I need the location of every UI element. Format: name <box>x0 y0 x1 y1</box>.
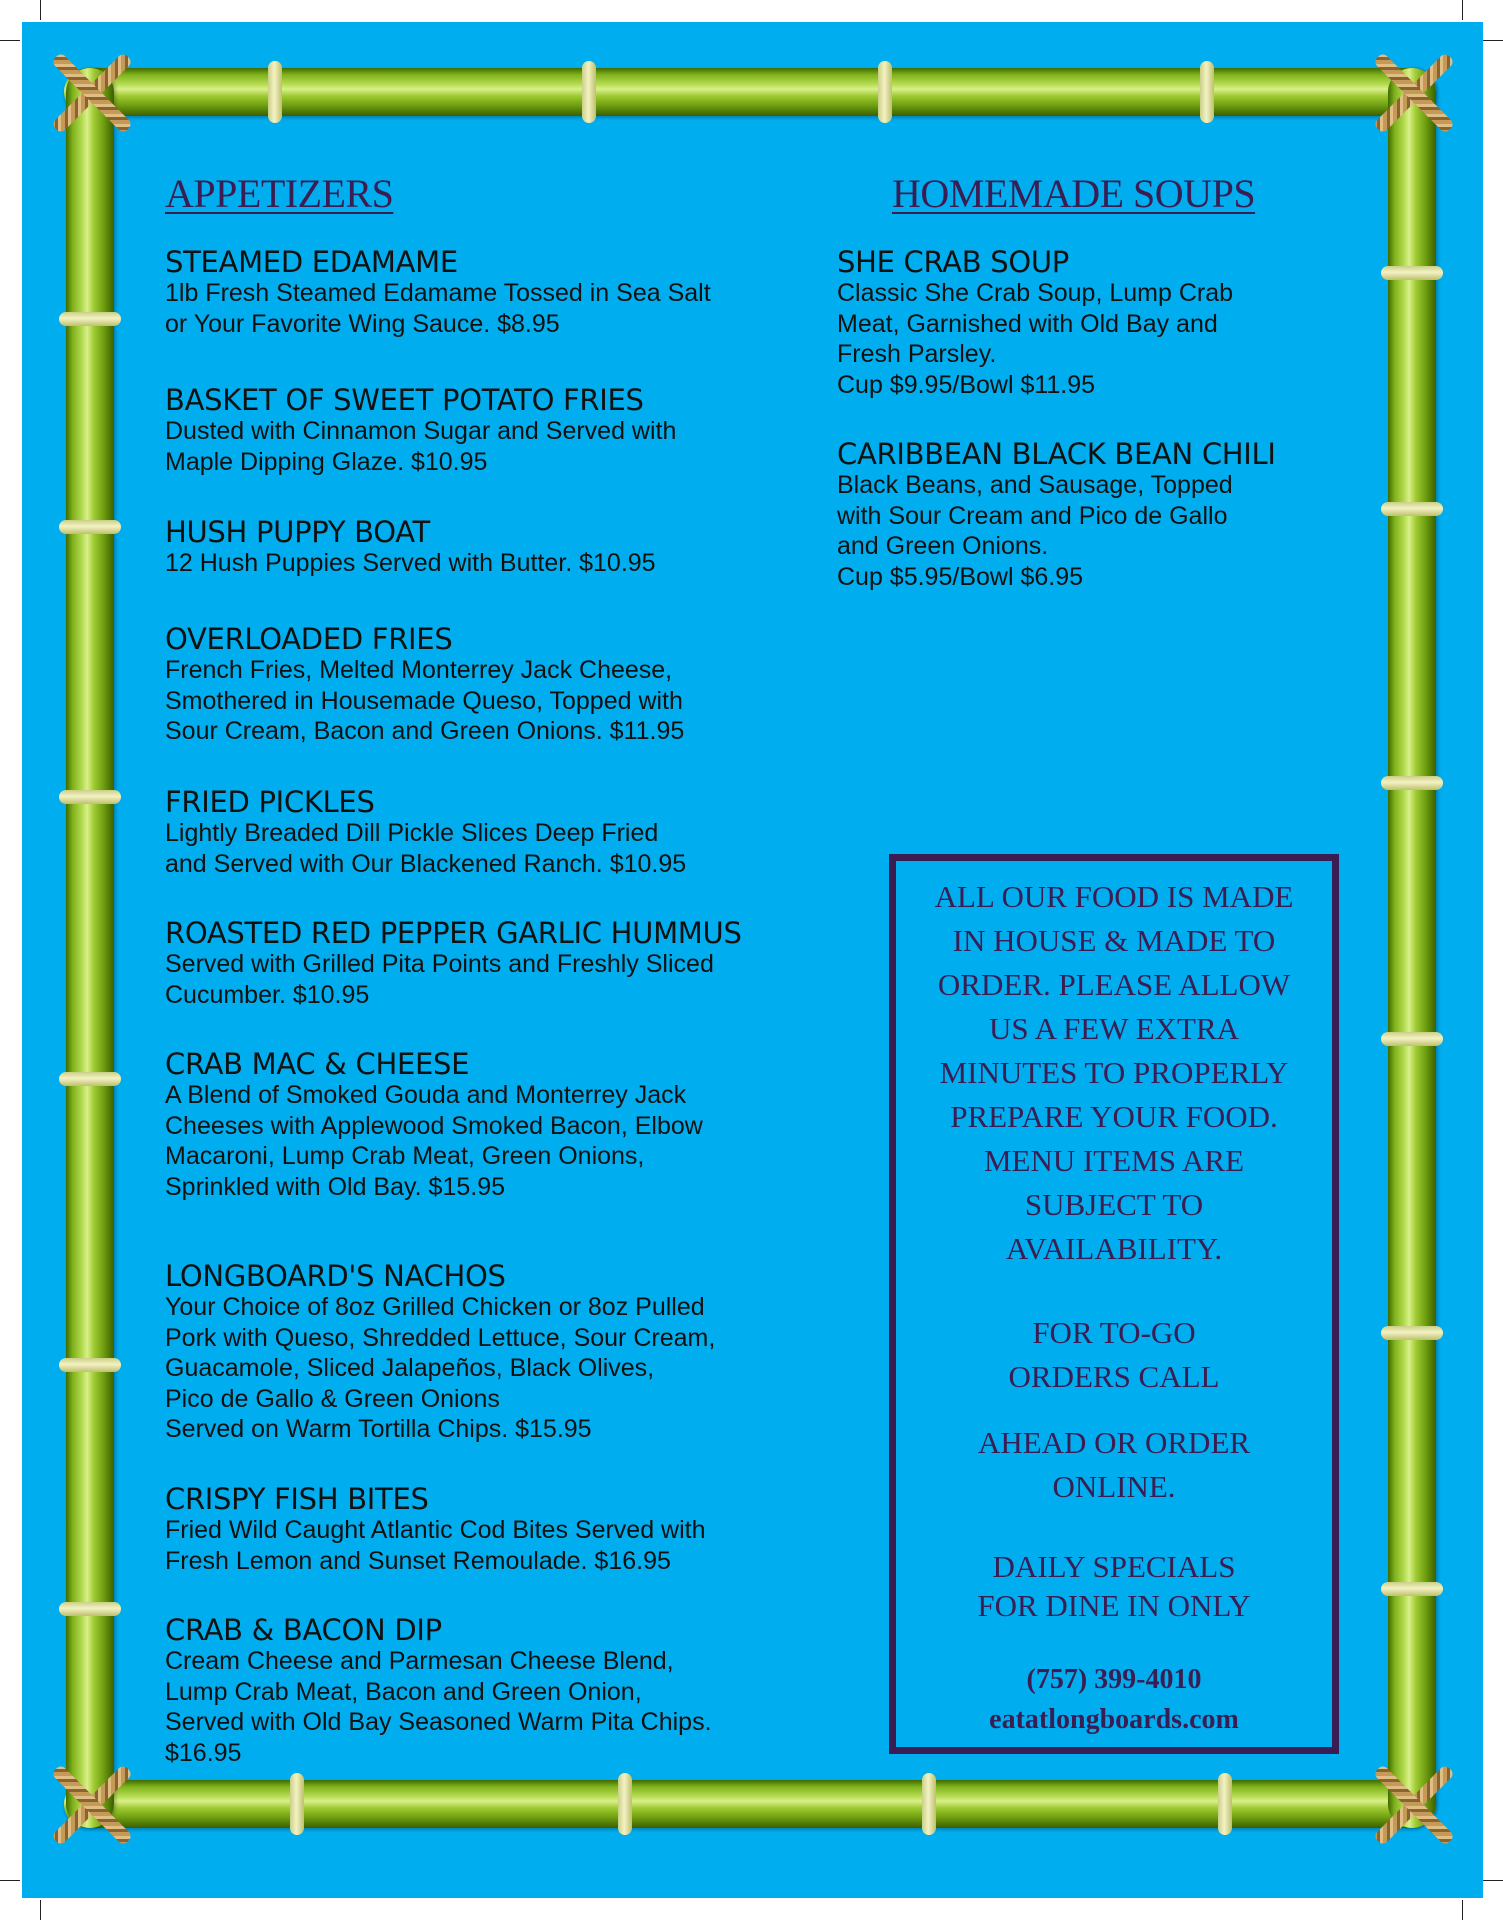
phone-number[interactable]: (757) 399-4010 <box>1026 1664 1202 1695</box>
bamboo-node <box>1381 1582 1443 1596</box>
bamboo-node <box>290 1773 304 1835</box>
notice-made-in-house: ALL OUR FOOD IS MADE IN HOUSE & MADE TO ORDER. PLEASE ALLOW US A FEW EXTRA MINUTES TO PROPERLY PREPARE YOUR FOOD. MENU ITEMS ARE SUBJECT TO AVAILABILITY. <box>934 879 1294 1266</box>
notice-box <box>889 854 1339 1754</box>
bamboo-node <box>1381 502 1443 516</box>
bamboo-node <box>582 61 596 123</box>
item-name: ROASTED RED PEPPER GARLIC HUMMUS <box>165 916 742 950</box>
soups-heading: HOMEMADE SOUPS <box>892 171 1256 216</box>
item-description: A Blend of Smoked Gouda and Monterrey Jack Cheeses with Applewood Smoked Bacon, Elbow Macaroni, Lump Crab Meat, Green Onions, Sprinkled with Old Bay. $15.95 <box>165 1081 703 1201</box>
crop-mark <box>40 1900 41 1920</box>
list-item <box>837 246 1233 400</box>
bamboo-node <box>1200 61 1214 123</box>
bamboo-node <box>618 1773 632 1835</box>
item-name: CRAB MAC & CHEESE <box>165 1047 470 1081</box>
list-item <box>165 384 676 477</box>
list-item <box>837 438 1276 592</box>
bamboo-node <box>1218 1773 1232 1835</box>
list-item <box>165 516 656 579</box>
list-item <box>165 1483 706 1576</box>
item-name: FRIED PICKLES <box>165 785 375 819</box>
crop-mark <box>1462 0 1463 20</box>
item-name: OVERLOADED FRIES <box>165 622 453 656</box>
crop-mark <box>0 1880 20 1881</box>
notice-to-go: FOR TO-GO ORDERS CALL <box>1008 1315 1220 1394</box>
menu-page <box>22 22 1483 1898</box>
appetizers-heading: APPETIZERS <box>165 171 394 216</box>
item-name: CRAB & BACON DIP <box>165 1613 442 1647</box>
bamboo-node <box>1381 1032 1443 1046</box>
item-description: Served with Grilled Pita Points and Freshly Sliced Cucumber. $10.95 <box>165 950 714 1009</box>
item-name: SHE CRAB SOUP <box>837 245 1069 279</box>
item-description: Classic She Crab Soup, Lump Crab Meat, Garnished with Old Bay and Fresh Parsley. Cup $9.95/Bowl $11.95 <box>837 279 1234 399</box>
bamboo-node <box>268 61 282 123</box>
rope-knot-icon <box>1371 1762 1457 1848</box>
item-description: Your Choice of 8oz Grilled Chicken or 8oz Pulled Pork with Queso, Shredded Lettuce, Sour Cream, Guacamole, Sliced Jalapeños, Black Olives, Pico de Gallo & Green Onions Served on Warm Tortilla Chips. $15.95 <box>165 1293 716 1443</box>
notice-order-online: AHEAD OR ORDER ONLINE. <box>977 1425 1251 1504</box>
bamboo-node <box>878 61 892 123</box>
bamboo-node <box>59 1602 121 1616</box>
rope-knot-icon <box>49 50 135 136</box>
list-item <box>165 786 686 879</box>
bamboo-left <box>66 68 114 1828</box>
bamboo-right <box>1388 68 1436 1828</box>
bamboo-node <box>59 1358 121 1372</box>
crop-mark <box>1462 1900 1463 1920</box>
list-item <box>165 1614 712 1768</box>
bamboo-node <box>59 520 121 534</box>
crop-mark <box>1483 1880 1503 1881</box>
item-description: Lightly Breaded Dill Pickle Slices Deep Fried and Served with Our Blackened Ranch. $10.95 <box>165 819 687 878</box>
item-description: Cream Cheese and Parmesan Cheese Blend, Lump Crab Meat, Bacon and Green Onion, Served with Old Bay Seasoned Warm Pita Chips. $16.95 <box>165 1647 712 1767</box>
item-description: Dusted with Cinnamon Sugar and Served with Maple Dipping Glaze. $10.95 <box>165 417 677 476</box>
item-name: LONGBOARD'S NACHOS <box>165 1259 506 1293</box>
item-description: French Fries, Melted Monterrey Jack Cheese, Smothered in Housemade Queso, Topped with Sour Cream, Bacon and Green Onions. $11.95 <box>165 656 685 745</box>
crop-mark <box>0 40 20 41</box>
list-item <box>165 623 684 747</box>
item-description: Black Beans, and Sausage, Topped with Sour Cream and Pico de Gallo and Green Onions. Cup $5.95/Bowl $6.95 <box>837 471 1233 591</box>
bamboo-node <box>59 1072 121 1086</box>
item-name: CRISPY FISH BITES <box>165 1482 429 1516</box>
rope-knot-icon <box>1371 50 1457 136</box>
list-item <box>165 246 711 339</box>
crop-mark <box>40 0 41 20</box>
item-name: CARIBBEAN BLACK BEAN CHILI <box>837 437 1276 471</box>
list-item <box>165 917 742 1010</box>
item-description: 1lb Fresh Steamed Edamame Tossed in Sea Salt or Your Favorite Wing Sauce. $8.95 <box>165 279 711 338</box>
crop-mark <box>1483 40 1503 41</box>
item-description: 12 Hush Puppies Served with Butter. $10.95 <box>165 549 656 577</box>
item-name: HUSH PUPPY BOAT <box>165 515 430 549</box>
bamboo-node <box>922 1773 936 1835</box>
rope-knot-icon <box>49 1762 135 1848</box>
bamboo-node <box>1381 1326 1443 1340</box>
bamboo-node <box>59 790 121 804</box>
bamboo-node <box>59 312 121 326</box>
item-description: Fried Wild Caught Atlantic Cod Bites Served with Fresh Lemon and Sunset Remoulade. $16.95 <box>165 1516 706 1575</box>
website-link[interactable]: eatatlongboards.com <box>989 1704 1239 1735</box>
bamboo-node <box>1381 776 1443 790</box>
bamboo-node <box>1381 266 1443 280</box>
item-name: BASKET OF SWEET POTATO FRIES <box>165 383 644 417</box>
list-item <box>165 1048 703 1202</box>
list-item <box>165 1260 715 1445</box>
item-name: STEAMED EDAMAME <box>165 245 458 279</box>
notice-daily-specials: DAILY SPECIALS FOR DINE IN ONLY <box>977 1549 1251 1623</box>
